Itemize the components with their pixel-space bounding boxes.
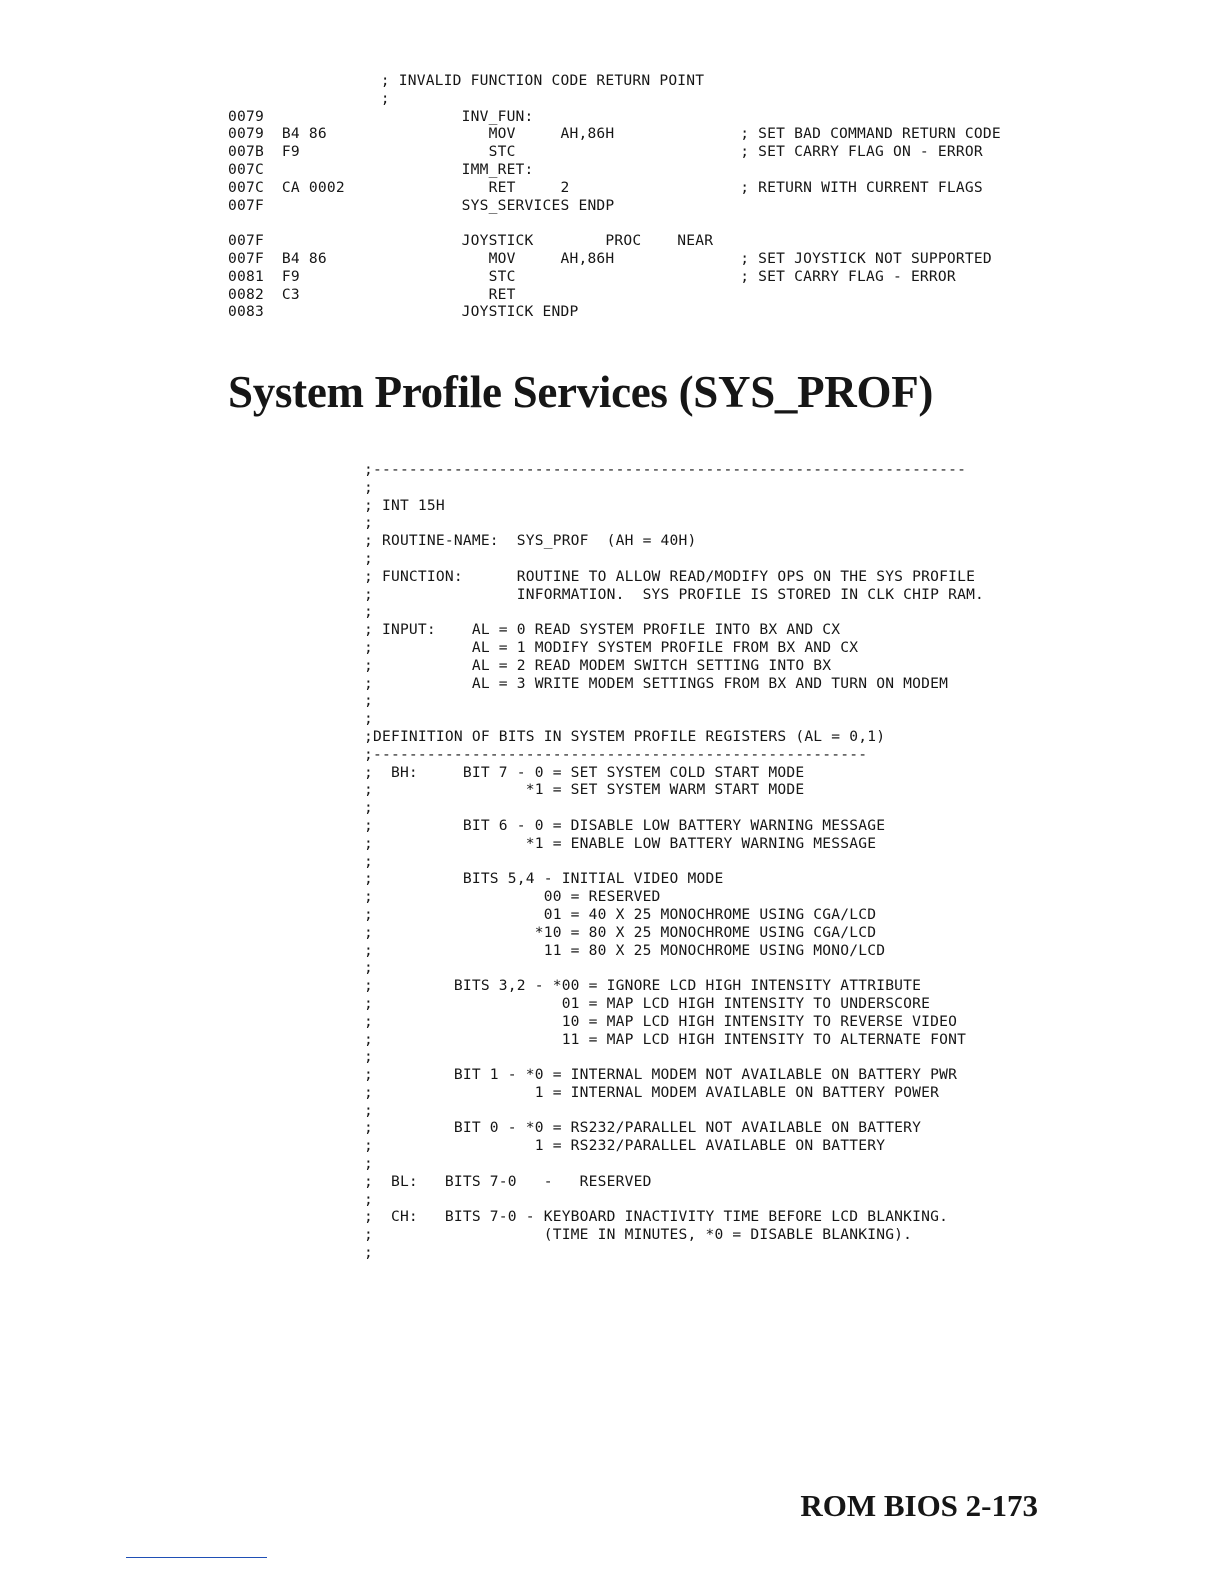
code-line: 007C IMM_RET:	[228, 160, 534, 178]
comment-line: ; BITS 5,4 - INITIAL VIDEO MODE	[364, 870, 724, 888]
comment-line: ; ROUTINE-NAME: SYS_PROF (AH = 40H)	[364, 532, 697, 550]
code-line: 0079 INV_FUN:	[228, 107, 534, 125]
comment-line: ; 01 = MAP LCD HIGH INTENSITY TO UNDERSCORE	[364, 994, 931, 1012]
comment-line: ; INPUT: AL = 0 READ SYSTEM PROFILE INTO BX AND CX	[364, 621, 841, 639]
comment-line: ;------------------------------------------------------------------	[364, 461, 967, 478]
comment-line: ; FUNCTION: ROUTINE TO ALLOW READ/MODIFY OPS ON THE SYS PROFILE	[364, 567, 976, 585]
code-line	[228, 214, 1001, 232]
comment-line: ; 00 = RESERVED	[364, 888, 661, 906]
comment-line: ; INT 15H	[364, 496, 445, 514]
comment-line: ; AL = 3 WRITE MODEM SETTINGS FROM BX AND TURN ON MODEM	[364, 674, 949, 692]
page-footer: ROM BIOS 2-173	[800, 1488, 1038, 1523]
code-line: 0082 C3 RET	[228, 285, 516, 303]
comment-line: ;	[364, 1244, 373, 1262]
comment-line: ;	[364, 549, 373, 567]
comment-line: ;DEFINITION OF BITS IN SYSTEM PROFILE REGISTERS (AL = 0,1)	[364, 727, 886, 745]
comment-line: ;	[364, 1190, 373, 1208]
code-line: 007F JOYSTICK PROC NEAR	[228, 232, 714, 250]
comment-line: ; 11 = 80 X 25 MONOCHROME USING MONO/LCD	[364, 941, 886, 959]
comment-line: ; BIT 0 - *0 = RS232/PARALLEL NOT AVAILABLE ON BATTERY	[364, 1119, 922, 1137]
comment-line: ; *1 = SET SYSTEM WARM START MODE	[364, 781, 805, 799]
comment-line: ; BITS 3,2 - *00 = IGNORE LCD HIGH INTENSITY ATTRIBUTE	[364, 977, 922, 995]
code-line: 007C CA 0002 RET 2 ; RETURN WITH CURRENT FLAGS	[228, 178, 983, 196]
sys-prof-comment-block	[364, 461, 984, 1262]
comment-line: ;-------------------------------------------------------	[364, 745, 868, 763]
comment-line: ; INFORMATION. SYS PROFILE IS STORED IN CLK CHIP RAM.	[364, 585, 985, 603]
comment-line: ; AL = 1 MODIFY SYSTEM PROFILE FROM BX AND CX	[364, 638, 859, 656]
code-line: 0083 JOYSTICK ENDP	[228, 303, 579, 321]
assembly-listing-top	[228, 72, 1001, 321]
comment-line: ;	[364, 852, 373, 870]
comment-line: ; (TIME IN MINUTES, *0 = DISABLE BLANKING).	[364, 1226, 913, 1244]
comment-line: ; BH: BIT 7 - 0 = SET SYSTEM COLD START MODE	[364, 763, 805, 781]
code-line: ;	[228, 89, 390, 107]
comment-line: ; *10 = 80 X 25 MONOCHROME USING CGA/LCD	[364, 923, 877, 941]
comment-line: ;	[364, 603, 373, 621]
comment-line: ;	[364, 1155, 373, 1173]
comment-line: ; BIT 1 - *0 = INTERNAL MODEM NOT AVAILABLE ON BATTERY PWR	[364, 1066, 958, 1084]
code-line: 007F SYS_SERVICES ENDP	[228, 196, 615, 214]
code-line: ; INVALID FUNCTION CODE RETURN POINT	[228, 72, 705, 89]
comment-line: ; 01 = 40 X 25 MONOCHROME USING CGA/LCD	[364, 905, 877, 923]
comment-line: ; AL = 2 READ MODEM SWITCH SETTING INTO BX	[364, 656, 832, 674]
bottom-rule	[126, 1557, 267, 1558]
comment-line: ; CH: BITS 7-0 - KEYBOARD INACTIVITY TIME BEFORE LCD BLANKING.	[364, 1208, 949, 1226]
comment-line: ; *1 = ENABLE LOW BATTERY WARNING MESSAGE	[364, 834, 877, 852]
comment-line: ; BIT 6 - 0 = DISABLE LOW BATTERY WARNING MESSAGE	[364, 816, 886, 834]
comment-line: ; 1 = INTERNAL MODEM AVAILABLE ON BATTERY POWER	[364, 1083, 940, 1101]
comment-line: ; BL: BITS 7-0 - RESERVED	[364, 1172, 652, 1190]
code-line: 0079 B4 86 MOV AH,86H ; SET BAD COMMAND RETURN CODE	[228, 125, 1001, 143]
comment-line: ;	[364, 710, 373, 728]
comment-line: ;	[364, 478, 373, 496]
code-line: 007B F9 STC ; SET CARRY FLAG ON - ERROR	[228, 143, 983, 161]
comment-line: ;	[364, 514, 373, 532]
section-heading: System Profile Services (SYS_PROF)	[228, 367, 934, 417]
comment-line: ;	[364, 799, 373, 817]
comment-line: ;	[364, 692, 373, 710]
comment-line: ;	[364, 959, 373, 977]
comment-line: ; 1 = RS232/PARALLEL AVAILABLE ON BATTERY	[364, 1137, 886, 1155]
comment-line: ; 11 = MAP LCD HIGH INTENSITY TO ALTERNATE FONT	[364, 1030, 967, 1048]
comment-line: ;	[364, 1048, 373, 1066]
code-line: 007F B4 86 MOV AH,86H ; SET JOYSTICK NOT SUPPORTED	[228, 249, 992, 267]
comment-line: ;	[364, 1101, 373, 1119]
comment-line: ; 10 = MAP LCD HIGH INTENSITY TO REVERSE VIDEO	[364, 1012, 958, 1030]
code-line: 0081 F9 STC ; SET CARRY FLAG - ERROR	[228, 267, 956, 285]
